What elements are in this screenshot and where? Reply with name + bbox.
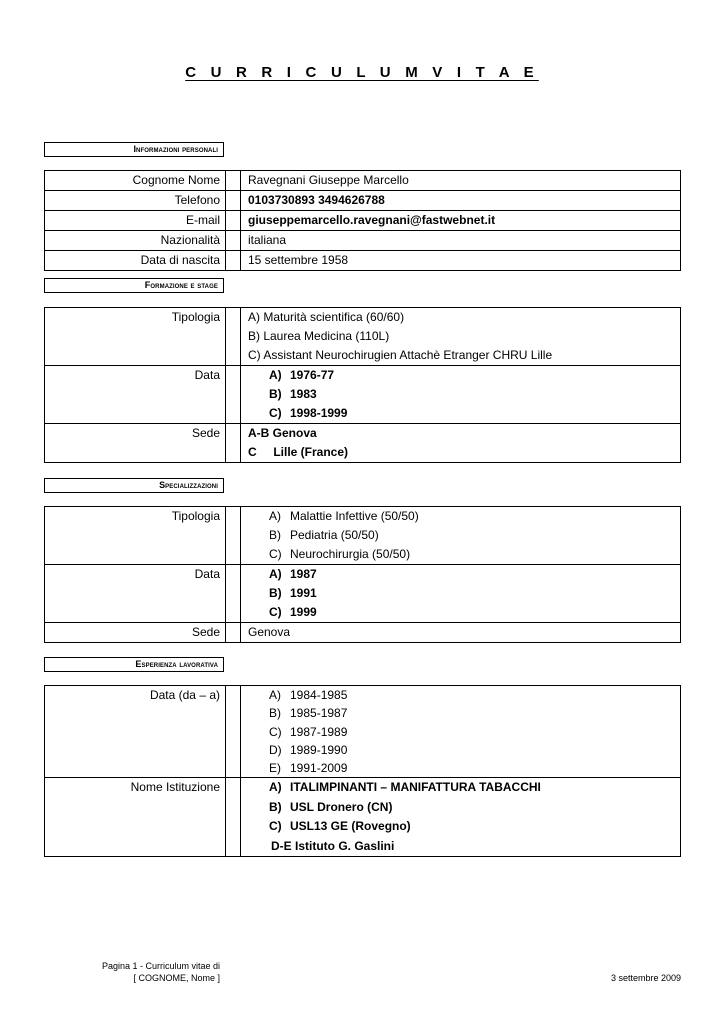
- field-label: Sede: [45, 424, 226, 463]
- field-label: Cognome Nome: [45, 171, 226, 191]
- list-item: A) 1987: [269, 567, 317, 581]
- list-item: A) 1976-77: [269, 368, 335, 382]
- table-row: [45, 424, 681, 463]
- field-label: E-mail: [45, 211, 226, 231]
- list-item: C) USL13 GE (Rovegno): [269, 819, 411, 834]
- list-item: D-E Istituto G. Gaslini: [271, 838, 395, 853]
- field-value: Genova: [241, 623, 681, 643]
- field-label: Tipologia: [45, 308, 226, 366]
- table-row: [45, 507, 681, 565]
- table-row: [45, 623, 681, 643]
- field-value: italiana: [241, 231, 681, 251]
- phone-value: 0103730893 3494626788: [241, 191, 681, 211]
- section-heading-personal: Informazioni personali: [44, 142, 224, 157]
- field-value: [241, 366, 681, 424]
- list-item: A) Malattie Infettive (50/50): [269, 509, 419, 523]
- field-value: [241, 778, 681, 857]
- table-row: [45, 251, 681, 271]
- list-item: A-B Genova: [248, 426, 317, 440]
- page-title: C U R R I C U L U M V I T A E: [185, 64, 539, 81]
- section-heading-specializzazioni: Specializzazioni: [44, 478, 224, 493]
- list-item: C) 1987-1989: [269, 724, 348, 739]
- list-item: C) Neurochirurgia (50/50): [269, 547, 411, 561]
- section-heading-esperienza: Esperienza lavorativa: [44, 657, 224, 672]
- list-item: B) 1985-1987: [269, 706, 348, 721]
- field-label: Sede: [45, 623, 226, 643]
- specializzazioni-table: [44, 506, 681, 643]
- field-label: Data: [45, 565, 226, 623]
- field-value: [241, 507, 681, 565]
- list-item: C) Assistant Neurochirugien Attachè Etranger CHRU Lille: [248, 348, 553, 362]
- field-label: Nazionalità: [45, 231, 226, 251]
- field-label: Nome Istituzione: [45, 778, 226, 857]
- field-value: [241, 424, 681, 463]
- field-value: [241, 565, 681, 623]
- field-value: [241, 686, 681, 778]
- table-row: [45, 171, 681, 191]
- list-item: B) Laurea Medicina (110L): [248, 329, 390, 343]
- table-row: [45, 308, 681, 366]
- list-item: D) 1989-1990: [269, 742, 348, 757]
- list-item: E) 1991-2009: [269, 761, 348, 776]
- section-heading-formazione: Formazione e stage: [44, 278, 224, 293]
- field-value: 15 settembre 1958: [241, 251, 681, 271]
- field-label: Data (da – a): [45, 686, 226, 778]
- table-row: [45, 686, 681, 778]
- personal-info-table: [44, 170, 681, 271]
- list-item: B) Pediatria (50/50): [269, 528, 379, 542]
- list-item: B) 1983: [269, 387, 317, 401]
- field-value: Ravegnani Giuseppe Marcello: [241, 171, 681, 191]
- email-value: giuseppemarcello.ravegnani@fastwebnet.it: [241, 211, 681, 231]
- list-item: A) Maturità scientifica (60/60): [248, 310, 405, 324]
- page-footer-info: Pagina 1 - Curriculum vitae di [ COGNOME, Nome ]: [101, 961, 220, 983]
- list-item: B) USL Dronero (CN): [269, 799, 393, 814]
- list-item: B) 1991: [269, 586, 317, 600]
- field-label: Data: [45, 366, 226, 424]
- esperienza-table: [44, 685, 681, 857]
- list-item: A) 1984-1985: [269, 688, 348, 702]
- list-item: C) 1999: [269, 605, 317, 619]
- list-item: C Lille (France): [248, 445, 349, 459]
- table-row: [45, 231, 681, 251]
- field-label: Data di nascita: [45, 251, 226, 271]
- table-row: [45, 565, 681, 623]
- list-item: A) ITALIMPINANTI – MANIFATTURA TABACCHI: [269, 780, 541, 795]
- field-label: Tipologia: [45, 507, 226, 565]
- list-item: C) 1998-1999: [269, 406, 348, 420]
- table-row: [45, 778, 681, 857]
- formazione-table: [44, 307, 681, 463]
- field-label: Telefono: [45, 191, 226, 211]
- table-row: [45, 191, 681, 211]
- table-row: [45, 211, 681, 231]
- footer-date: 3 settembre 2009: [610, 973, 681, 983]
- table-row: [45, 366, 681, 424]
- field-value: [241, 308, 681, 366]
